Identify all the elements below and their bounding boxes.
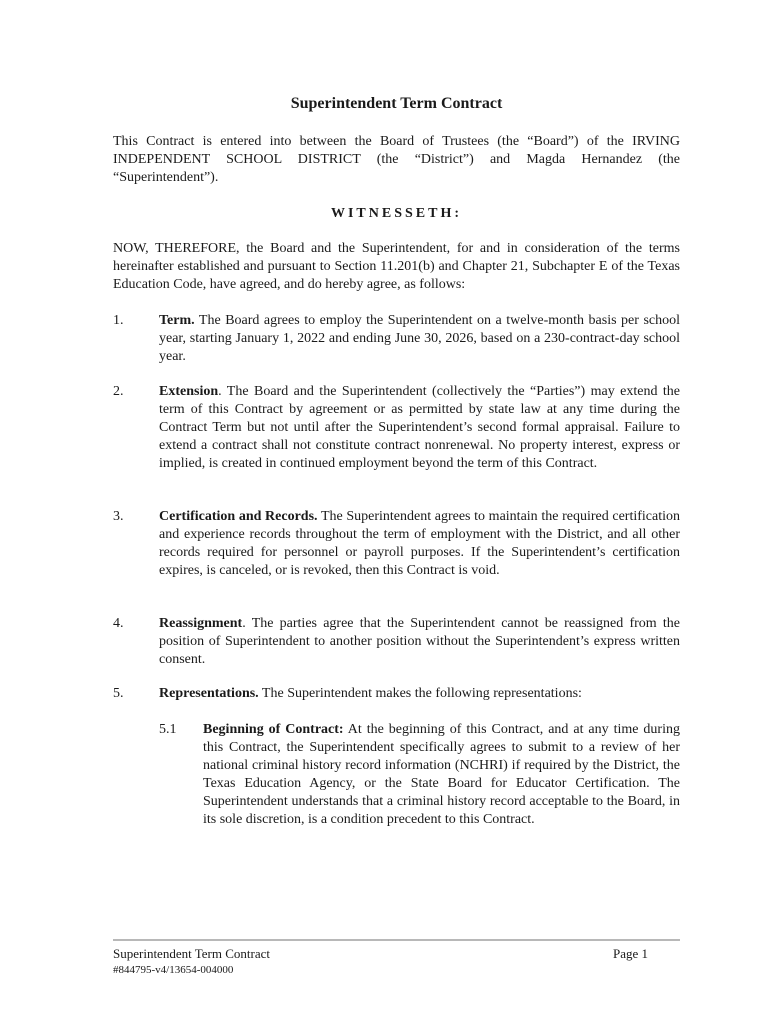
subsection-text: At the beginning of this Contract, and at any time during this Contract, the Superintendent specifically agrees to submit to a review of her national criminal history record information (NCHRI) if required by the District, the Texas Education Agency, or the State Board for Educator Certification. The Superintendent understands that a criminal history record acceptable to the Board, in its sole discretion, is a condition precedent to this Contract. <box>203 722 680 827</box>
section-body <box>159 615 680 669</box>
section-number: 1. <box>113 313 124 328</box>
footer-page-number: Page 1 <box>613 946 649 961</box>
subsection-body <box>203 721 680 829</box>
section-text: The Superintendent makes the following representations: <box>258 686 582 701</box>
section-body <box>159 685 680 703</box>
section-number: 5. <box>113 686 124 701</box>
subsection-number: 5.1 <box>159 722 177 737</box>
document-title: Superintendent Term Contract <box>290 95 503 112</box>
section-heading: Extension <box>159 384 219 399</box>
section-body <box>159 312 680 366</box>
intro-paragraph: This Contract is entered into between the Board of Trustees (the “Board”) of the IRVING INDEPENDENT SCHOOL DISTRICT (the “District”) and Magda Hernandez (the “Superintendent”). <box>113 134 680 185</box>
section-text: The Superintendent agrees to maintain the required certification and experience records throughout the term of employment with the District, and all other records required for personnel or payroll purposes. If the Superintendent’s certification expires, is canceled, or is revoked, then this Contract is void. <box>159 509 680 578</box>
section-number: 2. <box>113 384 124 399</box>
section-text: The Board agrees to employ the Superintendent on a twelve-month basis per school year, starting January 1, 2022 and ending June 30, 2026, based on a 230-contract-day school year. <box>159 313 680 364</box>
section-heading: Reassignment <box>159 616 243 631</box>
witnesseth-heading: WITNESSETH: <box>330 206 463 221</box>
section-body <box>159 383 680 473</box>
section-heading: Term. <box>159 313 195 328</box>
section-text: . The parties agree that the Superintendent cannot be reassigned from the position of Superintendent to another position without the Superintendent’s express written consent. <box>159 616 680 667</box>
footer-title: Superintendent Term Contract <box>113 946 270 961</box>
section-number: 3. <box>113 509 124 524</box>
section-heading: Certification and Records. <box>159 509 318 524</box>
section-heading: Representations. <box>159 686 259 701</box>
document-page <box>113 0 680 1024</box>
subsection-heading: Beginning of Contract: <box>203 722 344 737</box>
section-number: 4. <box>113 616 124 631</box>
footer-document-id: #844795-v4/13654-004000 <box>113 964 234 976</box>
section-body <box>159 508 680 580</box>
footer-divider <box>113 939 680 941</box>
recital-paragraph: NOW, THEREFORE, the Board and the Superintendent, for and in consideration of the terms hereinafter established and pursuant to Section 11.201(b) and Chapter 21, Subchapter E of the Texas Education Code, have agreed, and do hereby agree, as follows: <box>113 241 680 292</box>
section-text: . The Board and the Superintendent (collectively the “Parties”) may extend the term of this Contract by agreement or as permitted by state law at any time during the Contract Term but not until after the Superintendent’s second formal appraisal. Failure to extend a contract shall not constitute contract nonrenewal. No property interest, express or implied, is created in continued employment beyond the term of this Contract. <box>159 384 680 471</box>
